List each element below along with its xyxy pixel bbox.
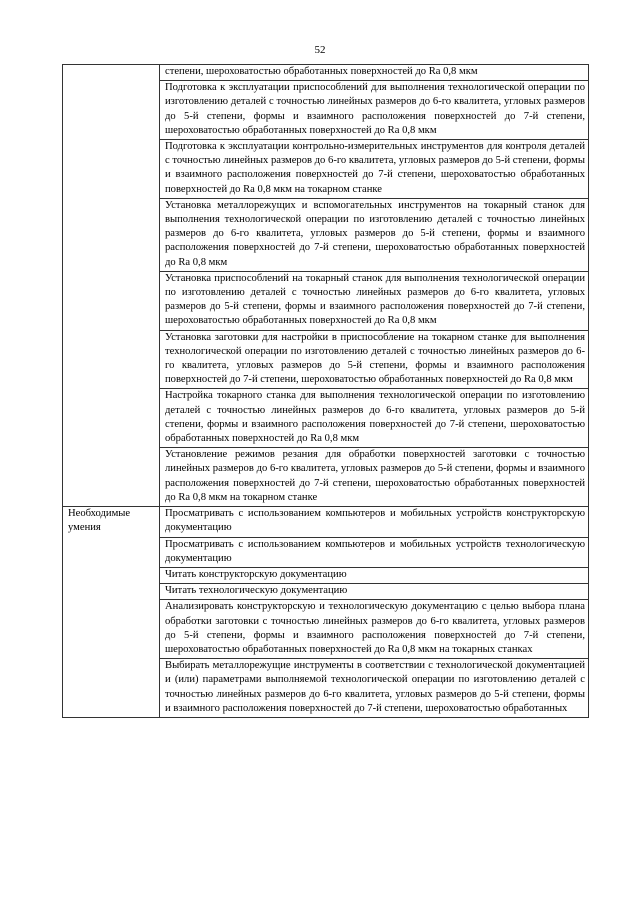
page-number: 52	[314, 44, 326, 56]
table-cell: Установка металлорежущих и вспомогательных инструментов на токарный станок для выполнения технологической операции по изготовлению деталей с точностью линейных размеров до 6-го квалитета, угловых размеров до 5-й степени, формы и взаимного расположения поверхностей до 7-й степени, шероховатостью обработанных поверхностей до Ra 0,8 мкм	[160, 198, 589, 271]
table-row	[63, 65, 589, 81]
table-cell: Настройка токарного станка для выполнения технологической операции по изготовлению деталей с точностью линейных размеров до 6-го квалитета, угловых размеров до 5-й степени, формы и взаимного расположения поверхностей до 7-й степени, шероховатостью обработанных поверхностей до Ra 0,8 мкм	[160, 389, 589, 448]
section-label-skills: Необходимые умения	[63, 507, 160, 718]
table-cell: Установка приспособлений на токарный станок для выполнения технологической операции по изготовлению деталей с точностью линейных размеров до 6-го квалитета, угловых размеров до 5-й степени, формы и взаимного расположения поверхностей до 7-й степени, шероховатостью обработанных поверхностей до Ra 0,8 мкм	[160, 271, 589, 330]
table-cell: Установление режимов резания для обработки поверхностей заготовки с точностью линейных размеров до 6-го квалитета, угловых размеров до 5-й степени, формы и взаимного расположения поверхностей до 7-й степени, шероховатостью обработанных поверхностей до Ra 0,8 мкм на токарном станке	[160, 448, 589, 507]
table-cell: Читать технологическую документацию	[160, 584, 589, 600]
table-cell: Подготовка к эксплуатации контрольно-измерительных инструментов для контроля деталей с точностью линейных размеров до 6-го квалитета, угловых размеров до 5-й степени, формы и взаимного расположения поверхностей до 7-й степени, шероховатостью обработанных поверхностей до Ra 0,8 мкм на токарном станке	[160, 140, 589, 199]
table-cell: Анализировать конструкторскую и технологическую документацию с целью выбора плана обработки заготовки с точностью линейных размеров до 6-го квалитета, угловых размеров до 5-й степени, формы и взаимного расположения поверхностей до 7-й степени, шероховатостью обработанных поверхностей до Ra 0,8 мкм на токарных станках	[160, 600, 589, 659]
table-cell: Установка заготовки для настройки в приспособление на токарном станке для выполнения технологической операции по изготовлению деталей с точностью линейных размеров до 6-го квалитета, угловых размеров до 5-й степени, формы и взаимного расположения поверхностей до 7-й степени, шероховатостью обработанных поверхностей до Ra 0,8 мкм	[160, 330, 589, 389]
table-cell: Подготовка к эксплуатации приспособлений для выполнения технологической операции по изготовлению деталей с точностью линейных размеров до 6-го квалитета, угловых размеров до 5-й степени, формы и взаимного расположения поверхностей до 7-й степени, шероховатостью обработанных поверхностей до Ra 0,8 мкм	[160, 81, 589, 140]
table-cell: Просматривать с использованием компьютеров и мобильных устройств конструкторскую документацию	[160, 507, 589, 537]
table-cell: Просматривать с использованием компьютеров и мобильных устройств технологическую документацию	[160, 537, 589, 567]
section-label	[63, 65, 160, 507]
requirements-table	[62, 64, 589, 718]
table-row	[63, 507, 589, 537]
table-cell: Читать конструкторскую документацию	[160, 567, 589, 583]
table-cell: Выбирать металлорежущие инструменты в соответствии с технологической документацией и (или) параметрами выполняемой технологической операции по изготовлению деталей с точностью линейных размеров до 6-го квалитета, угловых размеров до 5-й степени, формы и взаимного расположения поверхностей до 7-й степени, шероховатостью обработанных	[160, 659, 589, 718]
table-cell: степени, шероховатостью обработанных поверхностей до Ra 0,8 мкм	[160, 65, 589, 81]
